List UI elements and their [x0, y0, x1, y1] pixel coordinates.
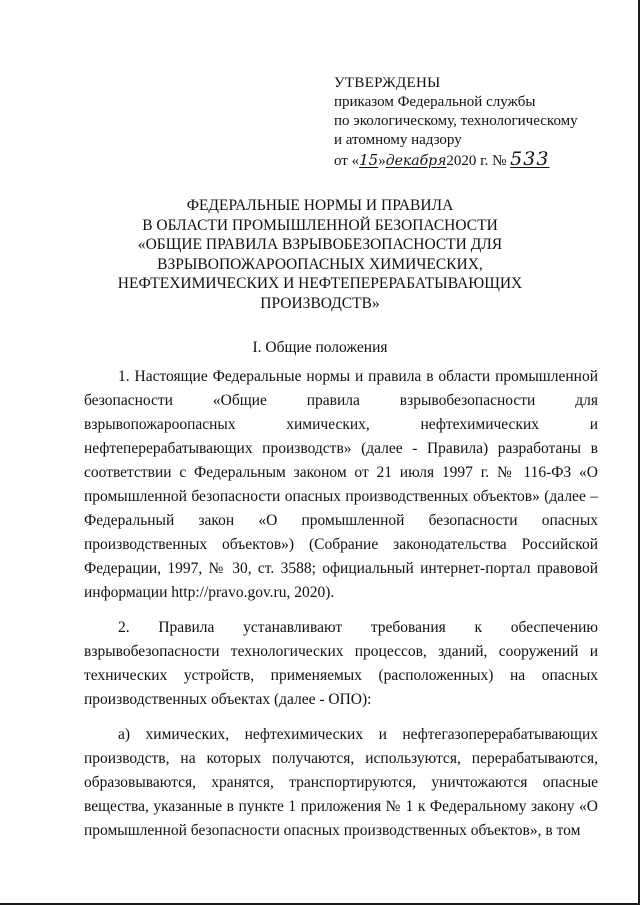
title-line-6: ПРОИЗВОДСТВ»	[260, 294, 380, 312]
approval-line-2: по экологическому, технологическому	[334, 113, 578, 129]
paragraph-3: а) химических, нефтехимических и нефтегазоперерабатывающих производств, на которых получаются, используются, перерабатываются, образовываются, хранятся, транспортируются, уничтожаются опасные вещества, указанные в пункте 1 приложения № 1 к Федеральному закону «О промышленной безопасности опасных производственных объектов», в том	[84, 726, 598, 839]
approval-block	[334, 74, 614, 171]
approval-heading: УТВЕРЖДЕНЫ	[334, 75, 441, 91]
date-prefix: от «	[334, 153, 360, 169]
title-line-4: ВЗРЫВОПОЖАРООПАСНЫХ ХИМИЧЕСКИХ,	[157, 255, 483, 273]
paragraph-1: 1. Настоящие Федеральные нормы и правила в области промышленной безопасности «Общие правила взрывобезопасности для взрывопожароопасных химических, нефтехимических и нефтеперерабатывающих производств» (далее - Правила) разработаны в соответствии с Федеральным законом от 21 июля 1997 г. № 116-ФЗ «О промышленной безопасности опасных производственных объектов» (далее – Федеральный закон «О промышленной безопасности опасных производственных объектов») (Собрание законодательства Российской Федерации, 1997, № 30, ст. 3588; официальный интернет-портал правовой информации http://pravo.gov.ru, 2020).	[84, 368, 598, 601]
date-day-handwritten: 15	[359, 151, 379, 169]
approval-line-3: и атомному надзору	[334, 132, 462, 148]
date-year: 2020 г. №	[446, 153, 507, 169]
order-number-handwritten: 533	[510, 148, 550, 170]
date-month-handwritten: декабря	[385, 153, 447, 169]
approval-line-1: приказом Федеральной службы	[334, 94, 536, 110]
title-line-3: «ОБЩИЕ ПРАВИЛА ВЗРЫВОБЕЗОПАСНОСТИ ДЛЯ	[137, 236, 503, 253]
approval-date-line	[334, 150, 614, 171]
title-line-5: НЕФТЕХИМИЧЕСКИХ И НЕФТЕПЕРЕРАБАТЫВАЮЩИХ	[117, 275, 523, 292]
section-heading: I. Общие положения	[252, 339, 388, 356]
document-title	[110, 196, 530, 313]
paragraph-2: 2. Правила устанавливают требования к обеспечению взрывобезопасности технологических процессов, зданий, сооружений и технических устройств, применяемых (расположенных) на опасных производственных объектах (далее - ОПО):	[84, 619, 598, 708]
body-text	[84, 365, 598, 854]
title-line-2: В ОБЛАСТИ ПРОМЫШЛЕННОЙ БЕЗОПАСНОСТИ	[142, 216, 498, 234]
date-mid: »	[378, 153, 386, 169]
title-line-1: ФЕДЕРАЛЬНЫЕ НОРМЫ И ПРАВИЛА	[186, 197, 454, 214]
